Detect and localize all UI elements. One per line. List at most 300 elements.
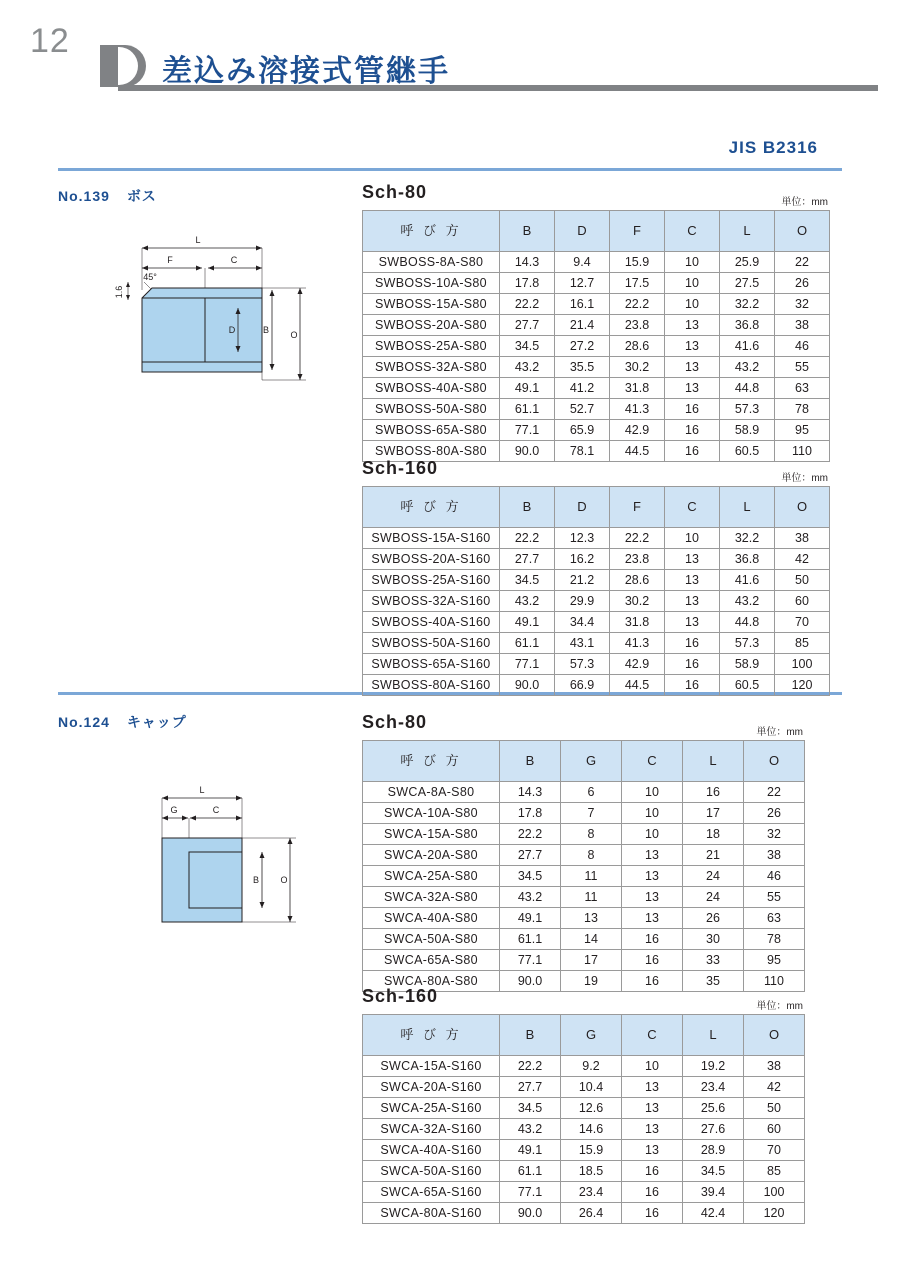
cell-value: 13 [622,887,683,908]
section-name-boss: ボス [126,188,157,204]
cell-designation: SWBOSS-65A-S160 [363,654,500,675]
col-header-f: F [610,211,665,252]
col-header-o: O [744,1015,805,1056]
cell-value: 90.0 [500,441,555,462]
cell-value: 43.2 [500,591,555,612]
table-row [363,845,805,866]
cell-value: 24 [683,866,744,887]
table-row [363,612,830,633]
cell-value: 70 [775,612,830,633]
cell-designation: SWBOSS-50A-S80 [363,399,500,420]
cell-value: 49.1 [500,612,555,633]
cell-designation: SWCA-65A-S160 [363,1182,500,1203]
cell-value: 13 [622,1077,683,1098]
cell-value: 32.2 [720,294,775,315]
cell-value: 60.5 [720,675,775,696]
table-row [363,782,805,803]
cell-value: 10 [665,273,720,294]
cell-value: 43.2 [500,887,561,908]
cell-value: 60 [744,1119,805,1140]
cell-value: 27.7 [500,549,555,570]
svg-text:L: L [199,785,205,795]
table-header-row [363,1015,805,1056]
cap-sch160-unit: 単位：mm [756,1001,803,1012]
cell-value: 17.5 [610,273,665,294]
cell-value: 38 [775,528,830,549]
table-row [363,824,805,845]
cap-sch160-table-block [362,986,805,1224]
cell-value: 41.3 [610,633,665,654]
cell-value: 49.1 [500,908,561,929]
cell-value: 10.4 [561,1077,622,1098]
cell-value: 16 [622,929,683,950]
cell-value: 38 [744,1056,805,1077]
cell-value: 63 [775,378,830,399]
cell-value: 29.9 [555,591,610,612]
cell-value: 77.1 [500,950,561,971]
table-row [363,950,805,971]
cell-value: 100 [775,654,830,675]
cell-value: 18.5 [561,1161,622,1182]
cell-value: 13 [665,570,720,591]
cell-designation: SWCA-32A-S80 [363,887,500,908]
cap-sch80-title: Sch-80 [362,712,428,732]
cell-value: 17.8 [500,273,555,294]
cell-value: 44.5 [610,441,665,462]
cell-value: 25.9 [720,252,775,273]
col-header-b: B [500,741,561,782]
svg-text:L: L [195,235,201,245]
cell-value: 32.2 [720,528,775,549]
boss-sch160-table-block [362,458,830,696]
table-row [363,336,830,357]
cell-value: 70 [744,1140,805,1161]
cell-value: 85 [775,633,830,654]
table-row [363,315,830,336]
boss-sch80-unit: 単位：mm [781,197,828,208]
col-header-b: B [500,1015,561,1056]
cell-value: 13 [665,549,720,570]
cell-value: 90.0 [500,1203,561,1224]
cell-designation: SWCA-50A-S80 [363,929,500,950]
cell-value: 28.9 [683,1140,744,1161]
cell-value: 42.9 [610,654,665,675]
cell-value: 77.1 [500,1182,561,1203]
cell-value: 21.2 [555,570,610,591]
cell-value: 14.6 [561,1119,622,1140]
cell-value: 36.8 [720,549,775,570]
cell-value: 15.9 [561,1140,622,1161]
svg-text:45°: 45° [143,272,157,282]
col-header-o: O [775,211,830,252]
cell-value: 22.2 [500,294,555,315]
cell-value: 16 [622,1182,683,1203]
table-row [363,252,830,273]
cell-value: 16 [622,1161,683,1182]
table-row [363,887,805,908]
cell-designation: SWCA-80A-S160 [363,1203,500,1224]
boss-sch80-title: Sch-80 [362,182,428,202]
boss-sch80-table [362,210,830,462]
cell-value: 61.1 [500,929,561,950]
cell-value: 43.2 [500,1119,561,1140]
cell-value: 36.8 [720,315,775,336]
svg-text:O: O [280,875,288,885]
cell-value: 9.2 [561,1056,622,1077]
section-number-cap: No.124 [58,714,110,730]
table-row [363,357,830,378]
cell-designation: SWBOSS-20A-S160 [363,549,500,570]
cell-value: 21.4 [555,315,610,336]
cell-designation: SWBOSS-15A-S160 [363,528,500,549]
cell-designation: SWCA-25A-S80 [363,866,500,887]
svg-text:B: B [252,875,260,885]
cell-value: 16 [665,675,720,696]
cell-value: 23.8 [610,549,665,570]
standard-code: JIS B2316 [728,138,818,157]
cell-value: 16 [622,950,683,971]
table-row [363,1203,805,1224]
cell-value: 16 [665,654,720,675]
cap-sch80-table-block [362,712,805,992]
cell-value: 57.3 [720,399,775,420]
boss-sch80-table-block [362,182,830,462]
cell-designation: SWCA-15A-S80 [363,824,500,845]
cell-designation: SWCA-20A-S160 [363,1077,500,1098]
col-header-l: L [683,1015,744,1056]
cell-value: 78.1 [555,441,610,462]
table-row [363,378,830,399]
cell-value: 38 [775,315,830,336]
cell-value: 9.4 [555,252,610,273]
cell-value: 13 [622,845,683,866]
table-row [363,866,805,887]
cell-value: 120 [775,675,830,696]
cell-value: 30 [683,929,744,950]
cell-designation: SWBOSS-25A-S160 [363,570,500,591]
table-row [363,591,830,612]
cell-value: 6 [561,782,622,803]
cell-value: 33 [683,950,744,971]
table-header-row [363,741,805,782]
cell-value: 13 [665,612,720,633]
cell-value: 27.7 [500,845,561,866]
cell-value: 13 [665,336,720,357]
boss-sch160-unit: 単位：mm [781,473,828,484]
cell-value: 14 [561,929,622,950]
cell-value: 30.2 [610,357,665,378]
table-row [363,1182,805,1203]
section-label-cap [58,712,187,732]
col-header-name: 呼 び 方 [363,1015,500,1056]
col-header-o: O [775,487,830,528]
cell-value: 13 [622,1119,683,1140]
svg-text:C: C [212,805,220,815]
boss-sch160-title: Sch-160 [362,458,439,478]
cell-value: 26 [775,273,830,294]
cap-sch160-header [362,986,805,1014]
table-row [363,1119,805,1140]
cell-value: 22.2 [610,528,665,549]
cell-value: 78 [744,929,805,950]
cell-value: 43.2 [720,591,775,612]
svg-text:C: C [230,255,238,265]
cell-value: 44.8 [720,378,775,399]
cell-value: 14.3 [500,782,561,803]
col-header-name: 呼 び 方 [363,487,500,528]
cell-value: 27.6 [683,1119,744,1140]
table-row [363,1056,805,1077]
table-row [363,675,830,696]
cell-designation: SWBOSS-15A-S80 [363,294,500,315]
boss-sch160-body [363,528,830,696]
cell-value: 10 [622,824,683,845]
cell-designation: SWCA-80A-S80 [363,971,500,992]
cell-value: 22.2 [610,294,665,315]
cell-designation: SWCA-40A-S160 [363,1140,500,1161]
cell-value: 100 [744,1182,805,1203]
cell-value: 18 [683,824,744,845]
section-label-boss [58,186,157,206]
cell-value: 42.9 [610,420,665,441]
cell-value: 11 [561,866,622,887]
boss-sch80-header [362,182,830,210]
cell-value: 22 [775,252,830,273]
cell-value: 10 [665,528,720,549]
cell-value: 65.9 [555,420,610,441]
cell-value: 7 [561,803,622,824]
col-header-name: 呼 び 方 [363,211,500,252]
cell-designation: SWBOSS-40A-S80 [363,378,500,399]
cell-value: 50 [775,570,830,591]
cell-value: 16 [622,971,683,992]
cell-designation: SWCA-20A-S80 [363,845,500,866]
cell-value: 26 [744,803,805,824]
cell-value: 50 [744,1098,805,1119]
cell-value: 32 [775,294,830,315]
col-header-g: G [561,741,622,782]
svg-text:1.6: 1.6 [114,285,124,299]
cell-designation: SWCA-8A-S80 [363,782,500,803]
table-row [363,273,830,294]
col-header-b: B [500,211,555,252]
cell-value: 8 [561,845,622,866]
cell-value: 10 [622,782,683,803]
col-header-c: C [665,211,720,252]
cap-sch80-header [362,712,805,740]
col-header-name: 呼 び 方 [363,741,500,782]
cell-value: 12.7 [555,273,610,294]
cell-designation: SWBOSS-50A-S160 [363,633,500,654]
cell-value: 52.7 [555,399,610,420]
cell-value: 58.9 [720,654,775,675]
cap-sch160-body [363,1056,805,1224]
cell-value: 57.3 [720,633,775,654]
cell-value: 90.0 [500,971,561,992]
table-row [363,1140,805,1161]
col-header-l: L [720,211,775,252]
table-row [363,399,830,420]
cell-value: 16.2 [555,549,610,570]
table-row [363,633,830,654]
cell-value: 19.2 [683,1056,744,1077]
cell-value: 24 [683,887,744,908]
cell-value: 27.7 [500,1077,561,1098]
cell-designation: SWCA-25A-S160 [363,1098,500,1119]
cell-value: 61.1 [500,633,555,654]
svg-text:D: D [228,325,236,335]
cap-sch80-body [363,782,805,992]
page-title: 差込み溶接式管継手 [162,54,450,89]
cap-drawing [110,780,340,945]
cell-value: 21 [683,845,744,866]
cell-value: 61.1 [500,399,555,420]
cell-designation: SWCA-15A-S160 [363,1056,500,1077]
cell-designation: SWCA-32A-S160 [363,1119,500,1140]
col-header-b: B [500,487,555,528]
table-row [363,929,805,950]
table-row [363,294,830,315]
cell-designation: SWBOSS-10A-S80 [363,273,500,294]
cell-value: 8 [561,824,622,845]
table-header-row [363,487,830,528]
cell-value: 42.4 [683,1203,744,1224]
cell-value: 41.6 [720,336,775,357]
boss-sch160-table [362,486,830,696]
col-header-l: L [683,741,744,782]
cell-value: 27.2 [555,336,610,357]
table-row [363,1077,805,1098]
cell-value: 17 [683,803,744,824]
cell-value: 28.6 [610,570,665,591]
cell-value: 38 [744,845,805,866]
cell-value: 10 [665,252,720,273]
cell-value: 19 [561,971,622,992]
table-row [363,420,830,441]
cell-designation: SWBOSS-32A-S160 [363,591,500,612]
cell-value: 46 [775,336,830,357]
cap-sch80-unit: 単位：mm [756,727,803,738]
cell-value: 13 [665,315,720,336]
cell-value: 16 [622,1203,683,1224]
cell-designation: SWBOSS-40A-S160 [363,612,500,633]
cell-value: 41.2 [555,378,610,399]
cell-value: 60.5 [720,441,775,462]
table-row [363,654,830,675]
cell-value: 16 [683,782,744,803]
cell-value: 32 [744,824,805,845]
cell-value: 49.1 [500,1140,561,1161]
cell-value: 27.7 [500,315,555,336]
cell-value: 30.2 [610,591,665,612]
cell-value: 35.5 [555,357,610,378]
cell-value: 49.1 [500,378,555,399]
col-header-c: C [622,741,683,782]
cell-value: 22.2 [500,1056,561,1077]
cell-value: 110 [744,971,805,992]
cell-value: 13 [622,908,683,929]
col-header-g: G [561,1015,622,1056]
cell-value: 13 [622,1140,683,1161]
cell-value: 28.6 [610,336,665,357]
cell-value: 22.2 [500,824,561,845]
cell-value: 23.8 [610,315,665,336]
cell-value: 22 [744,782,805,803]
boss-sch160-header [362,458,830,486]
cell-value: 26.4 [561,1203,622,1224]
cell-value: 95 [744,950,805,971]
col-header-f: F [610,487,665,528]
cell-designation: SWBOSS-32A-S80 [363,357,500,378]
cell-designation: SWCA-50A-S160 [363,1161,500,1182]
page-title-bar [100,45,860,87]
cell-value: 17.8 [500,803,561,824]
cell-value: 34.5 [500,570,555,591]
cell-value: 61.1 [500,1161,561,1182]
col-header-l: L [720,487,775,528]
cell-value: 12.6 [561,1098,622,1119]
boss-drawing [110,230,340,395]
cell-value: 15.9 [610,252,665,273]
col-header-c: C [622,1015,683,1056]
cell-value: 55 [744,887,805,908]
page-number: 12 [30,22,70,60]
cell-value: 46 [744,866,805,887]
cell-value: 13 [561,908,622,929]
cap-sch160-title: Sch-160 [362,986,439,1006]
cell-value: 16.1 [555,294,610,315]
cell-value: 43.2 [500,357,555,378]
cell-value: 23.4 [683,1077,744,1098]
cell-value: 43.2 [720,357,775,378]
col-header-c: C [665,487,720,528]
cell-value: 34.5 [500,1098,561,1119]
table-row [363,1161,805,1182]
cell-value: 55 [775,357,830,378]
cell-designation: SWBOSS-8A-S80 [363,252,500,273]
cell-value: 35 [683,971,744,992]
section-number-boss: No.139 [58,188,110,204]
cell-value: 27.5 [720,273,775,294]
cell-value: 42 [775,549,830,570]
svg-text:O: O [290,330,298,340]
cell-value: 23.4 [561,1182,622,1203]
cell-designation: SWBOSS-20A-S80 [363,315,500,336]
cell-value: 10 [622,1056,683,1077]
cell-value: 60 [775,591,830,612]
cell-value: 34.5 [500,336,555,357]
cell-value: 31.8 [610,378,665,399]
cell-value: 41.3 [610,399,665,420]
cell-value: 31.8 [610,612,665,633]
cell-value: 77.1 [500,654,555,675]
cell-value: 25.6 [683,1098,744,1119]
cell-value: 10 [622,803,683,824]
divider-top [58,168,842,171]
cell-value: 16 [665,399,720,420]
cell-value: 17 [561,950,622,971]
cell-value: 44.5 [610,675,665,696]
table-row [363,1098,805,1119]
cell-value: 43.1 [555,633,610,654]
cell-value: 13 [665,378,720,399]
table-row [363,570,830,591]
cell-value: 44.8 [720,612,775,633]
cell-value: 42 [744,1077,805,1098]
cell-designation: SWCA-40A-S80 [363,908,500,929]
cap-sch160-table [362,1014,805,1224]
cell-designation: SWBOSS-25A-S80 [363,336,500,357]
